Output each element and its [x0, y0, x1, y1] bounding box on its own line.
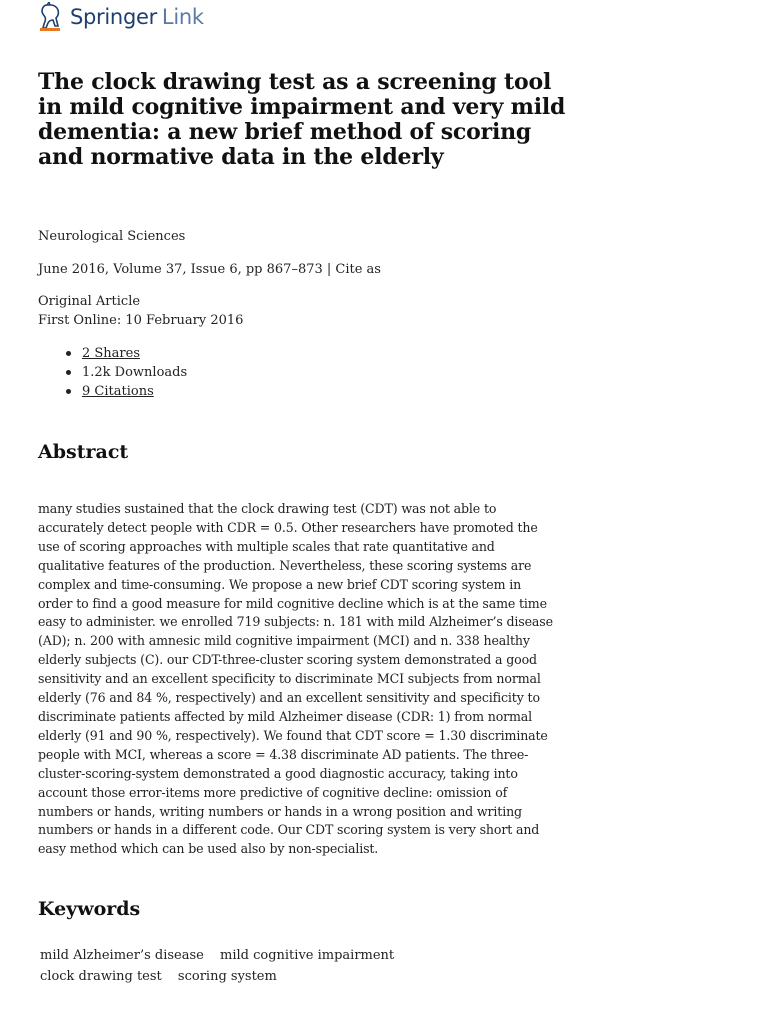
logo-springer-text: Springer [70, 5, 157, 29]
bullet-icon [66, 351, 71, 356]
article-title: The clock drawing test as a screening tool in mild cognitive impairment and very mild dementia: a new brief method of scoring and normative data in the elderly [38, 69, 566, 170]
issue-info: June 2016, Volume 37, Issue 6, pp 867–873 | Cite as [38, 262, 381, 277]
article-metrics-list [38, 344, 187, 401]
keyword-item[interactable]: mild cognitive impairment [220, 948, 395, 963]
keyword-item[interactable]: scoring system [177, 969, 277, 984]
list-item [38, 344, 187, 363]
article-type: Original Article [38, 294, 141, 309]
springer-link-logo[interactable] [38, 0, 204, 34]
shares-link[interactable]: 2 Shares [82, 346, 141, 361]
keyword-item[interactable]: mild Alzheimer’s disease [40, 948, 204, 963]
list-item [38, 382, 187, 401]
abstract-body: many studies sustained that the clock drawing test (CDT) was not able to accurately detect people with CDR = 0.5. Other researchers have promoted the use of scoring approaches with multiple scales that rate quantitative and qualitative features of the production. Nevertheless, these scoring systems are complex and time-consuming. We propose a new brief CDT scoring system in order to find a good measure for mild cognitive decline which is at the same time easy to administer. we enrolled 719 subjects: n. 181 with mild Alzheimer’s disease (AD); n. 200 with amnesic mild cognitive impairment (MCI) and n. 338 healthy elderly subjects (C). our CDT-three-cluster scoring system demonstrated a good sensitivity and an excellent specificity to discriminate MCI subjects from normal elderly (76 and 84 %, respectively) and an excellent sensitivity and specificity to discriminate patients affected by mild Alzheimer disease (CDR: 1) from normal elderly (91 and 90 %, respectively). We found that CDT score = 1.30 discriminate people with MCI, whereas a score = 4.38 discriminate AD patients. The three-cluster-scoring-system demonstrated a good diagnostic accuracy, taking into account those error-items more predictive of cognitive decline: omission of numbers or hands, writing numbers or hands in a wrong position and writing numbers or hands in a different code. Our CDT scoring system is very short and easy method which can be used also by non-specialist. [38, 501, 553, 857]
springer-horse-icon [38, 2, 66, 32]
bullet-icon [66, 389, 71, 394]
bullet-icon [66, 370, 71, 375]
keywords-list [38, 945, 538, 987]
keyword-item[interactable]: clock drawing test [40, 969, 162, 984]
downloads-count: 1.2k Downloads [82, 365, 188, 380]
logo-link-text: Link [161, 5, 204, 29]
citations-link[interactable]: 9 Citations [82, 384, 154, 399]
journal-name[interactable]: Neurological Sciences [38, 229, 186, 244]
abstract-heading: Abstract [38, 441, 129, 463]
first-online-date: First Online: 10 February 2016 [38, 313, 244, 328]
list-item [38, 363, 187, 382]
keywords-heading: Keywords [38, 898, 141, 920]
